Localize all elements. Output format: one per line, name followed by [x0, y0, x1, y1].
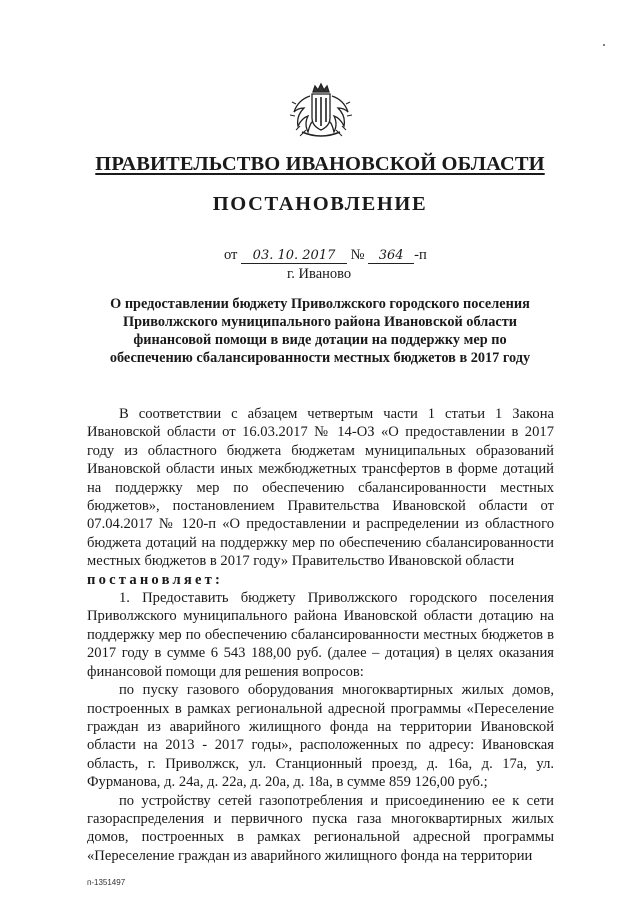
preamble-paragraph — [87, 405, 554, 571]
decree-word: постановляет: — [87, 571, 224, 588]
item-1-paragraph: 1. Предоставить бюджету Приволжского городского поселения Приволжского муниципального района Ивановской области дотацию на поддержку мер по обеспечению сбалансированности местных бюджетов в 2017 году в сумме 6 543 188,00 руб. (далее – дотация) в целях оказания финансовой помощи для решения вопросов: — [87, 590, 554, 680]
number-suffix: -п — [414, 247, 427, 263]
city: г. Иваново — [287, 266, 352, 282]
decree-word-line — [87, 571, 554, 589]
document-code: п-1351497 — [87, 878, 126, 887]
decree-body — [87, 405, 554, 865]
from-label: от — [224, 247, 238, 263]
gas-network-paragraph: по устройству сетей газопотребления и присоединению ее к сети газораспределения и первичного пуска газа многоквартирных жилых домов, построенных в рамках региональной адресной программы «Переселение граждан из аварийного жилищного фонда на территории — [87, 792, 554, 864]
preamble-text: В соответствии с абзацем четвертым части 1 статьи 1 Закона Ивановской области от 16.03.2017 № 14-ОЗ «О предоставлении в 2017 году из областного бюджета бюджетам муниципальных образований Ивановской области иных межбюджетных трансфертов в форме дотаций на поддержку мер по обеспечению сбалансированности местных бюджетов», постановлением Правительства Ивановской области от 07.04.2017 № 120-п «О предоставлении и распределении из областного бюджета дотаций на поддержку мер по обеспечению сбалансированности местных бюджетов в 2017 году» Правительство Ивановской области — [87, 406, 554, 570]
date-number-line — [224, 247, 427, 264]
handwritten-date: 03. 10. 2017 — [241, 249, 347, 264]
number-label: № — [350, 247, 365, 263]
handwritten-number: 364 — [368, 249, 414, 264]
coat-of-arms-icon — [286, 82, 356, 140]
gas-equipment-paragraph: по пуску газового оборудования многоквартирных жилых домов, построенных в рамках региональной адресной программы «Переселение граждан из аварийного жилищного фонда на территории Ивановской области на 2013 - 2017 годы», расположенных по адресу: Ивановская область, г. Приволжск, ул. Станционный проезд, д. 16а, д. 17а, ул. Фурманова, д. 24а, д. 22а, д. 20а, д. 18а, в сумме 859 126,00 руб.; — [87, 682, 554, 791]
document-type: ПОСТАНОВЛЕНИЕ — [212, 193, 428, 215]
scan-speck — [603, 44, 605, 46]
government-title: ПРАВИТЕЛЬСТВО ИВАНОВСКОЙ ОБЛАСТИ — [95, 153, 545, 175]
decree-heading: О предоставлении бюджету Приволжского городского поселения Приволжского муниципального района Ивановской области финансовой помощи в виде дотации на поддержку мер по обеспечению сбалансированности местных бюджетов в 2017 году — [109, 296, 531, 366]
